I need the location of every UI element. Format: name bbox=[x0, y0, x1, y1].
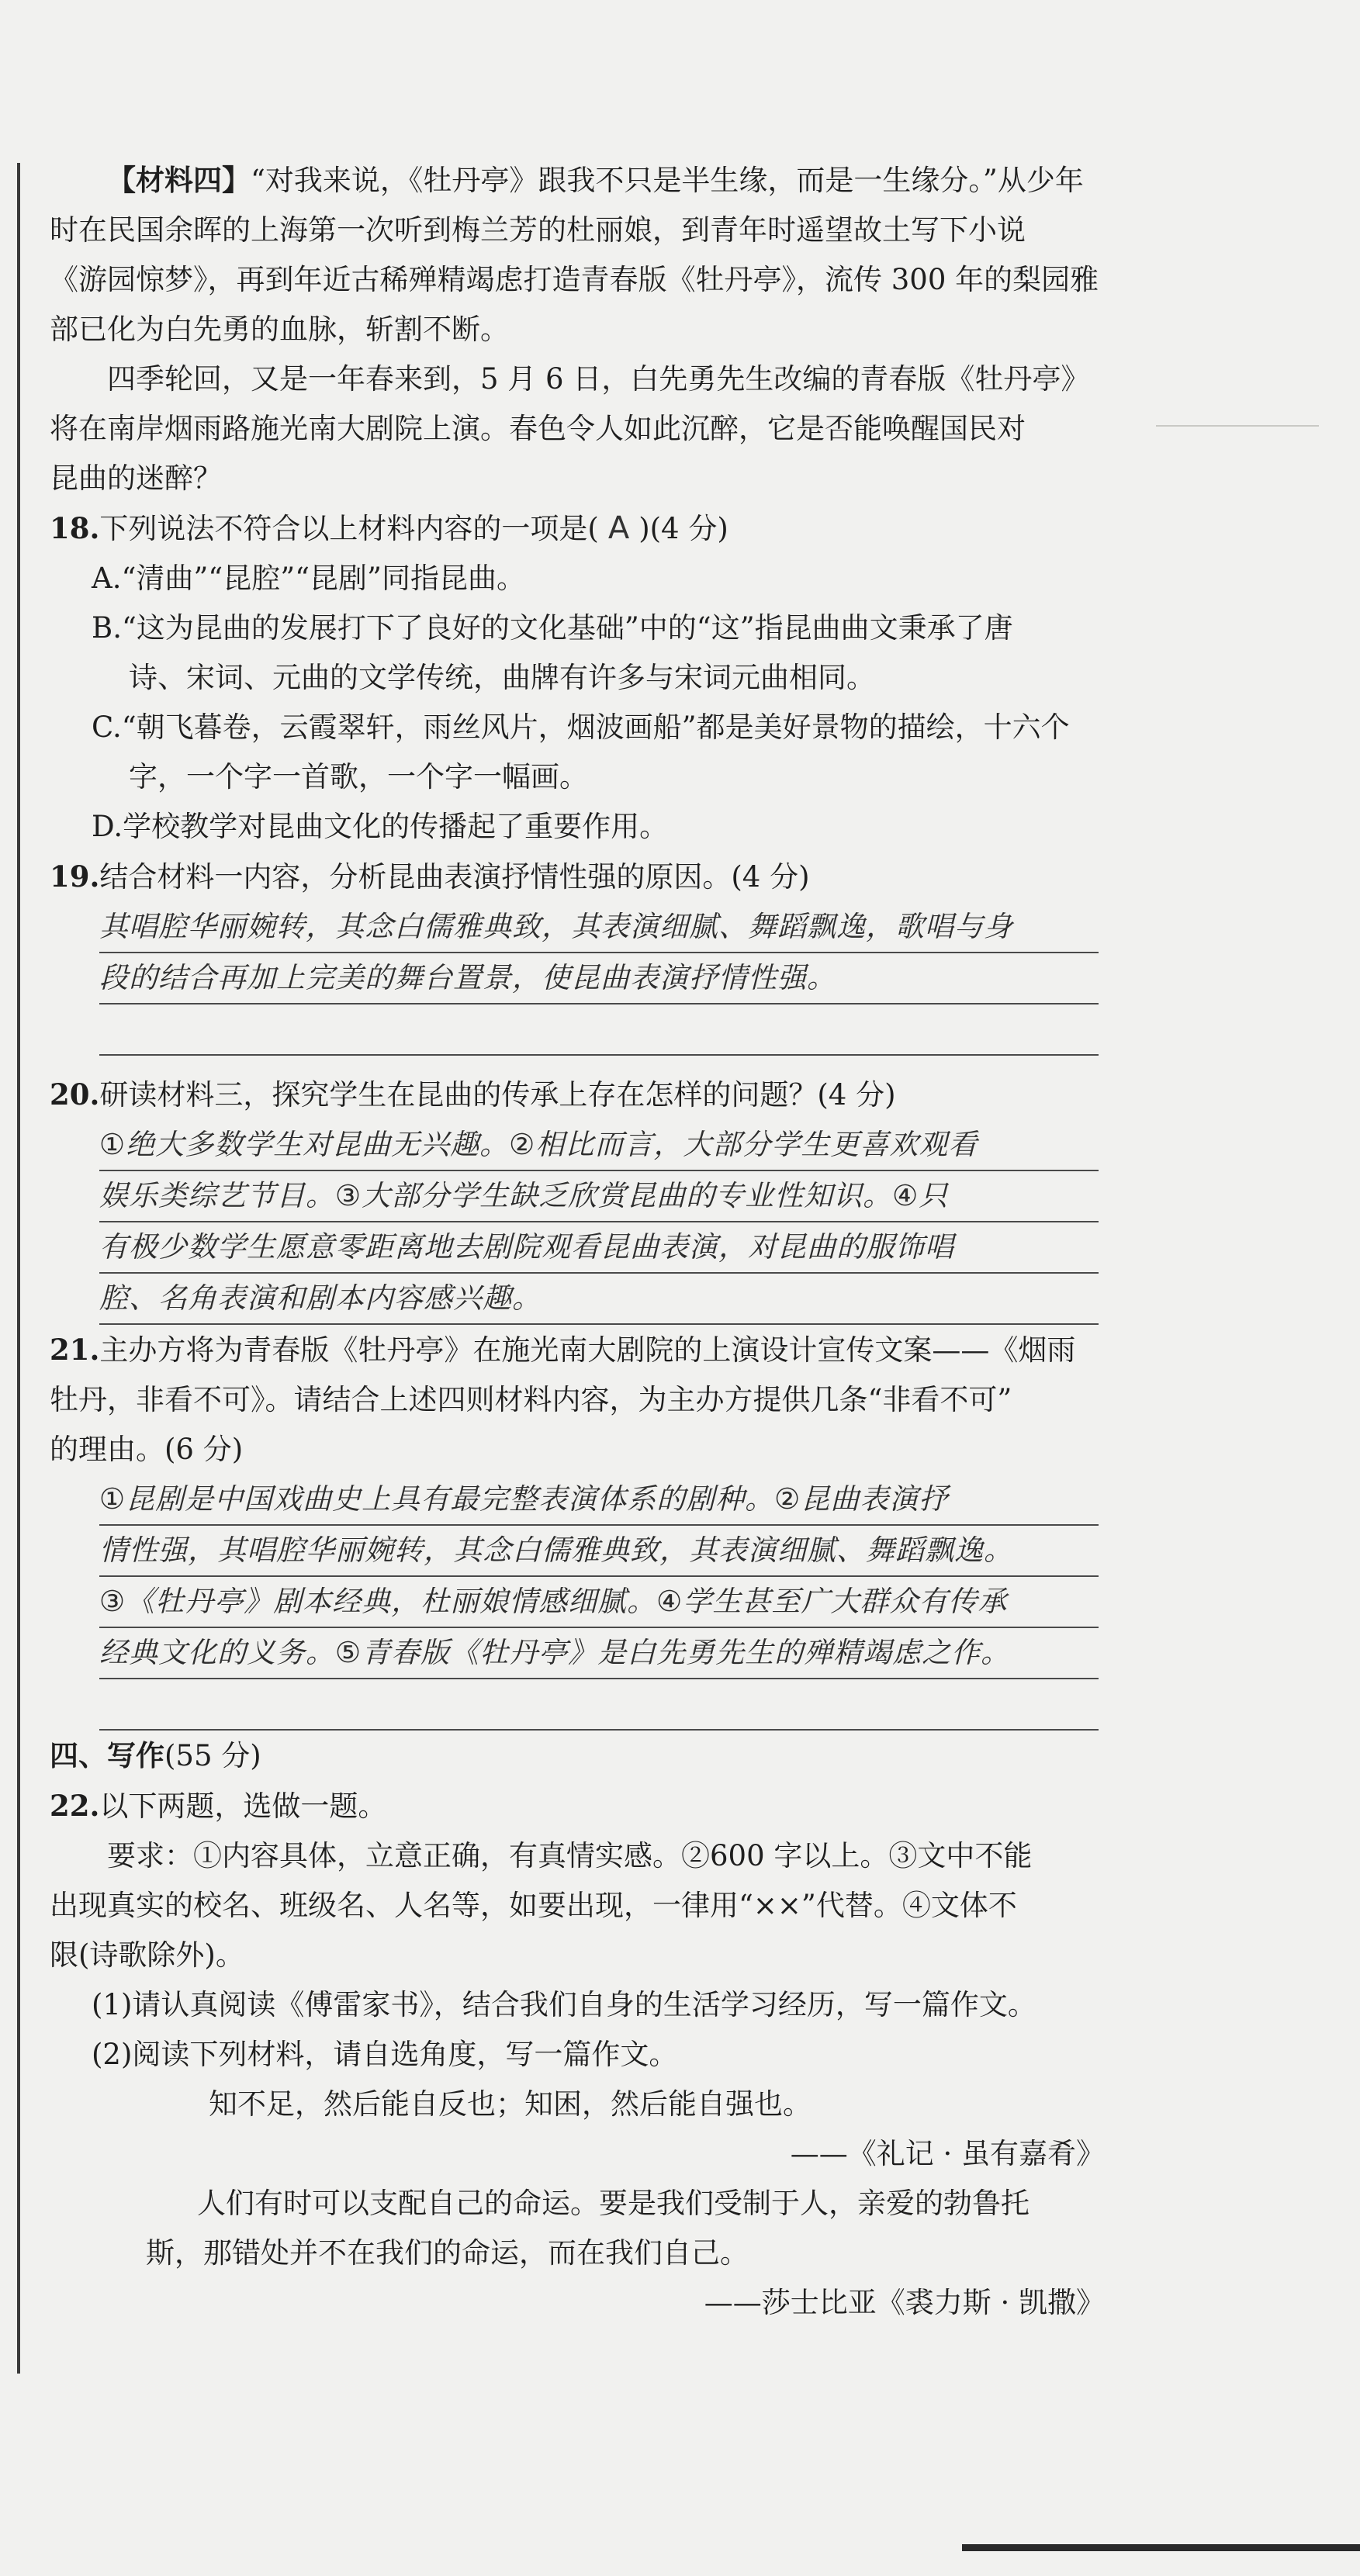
question-21 bbox=[50, 1325, 1105, 1731]
page-content bbox=[50, 155, 1105, 2328]
question-stem-line: 的理由。(6 分) bbox=[50, 1433, 244, 1466]
section-heading: 四、写作 bbox=[50, 1738, 164, 1772]
question-number: 19. bbox=[50, 859, 100, 894]
quote-text: 斯，那错处并不在我们的命运，而在我们自己。 bbox=[146, 2236, 749, 2270]
prompt-option-1: (1)请认真阅读《傅雷家书》，结合我们自身的生活学习经历，写一篇作文。 bbox=[92, 1988, 1036, 2021]
handwritten-answer-line: 腔、名角表演和剧本内容感兴趣。 bbox=[99, 1274, 1099, 1325]
handwritten-answer-line: ①昆剧是中国戏曲史上具有最完整表演体系的剧种。②昆曲表演抒 bbox=[99, 1475, 1099, 1526]
option-c-cont: 字，一个字一首歌，一个字一幅画。 bbox=[129, 760, 588, 794]
material-four-line: 部已化为白先勇的血脉，斩割不断。 bbox=[50, 313, 509, 346]
handwritten-answer-line: ③《牡丹亭》剧本经典，杜丽娘情感细腻。④学生甚至广大群众有传承 bbox=[99, 1577, 1099, 1628]
question-18 bbox=[50, 503, 1105, 852]
question-stem: 主办方将为青春版《牡丹亭》在施光南大剧院的上演设计宣传文案——《烟雨 bbox=[99, 1333, 1076, 1367]
handwritten-answer-line: 娱乐类综艺节目。③大部分学生缺乏欣赏昆曲的专业性知识。④只 bbox=[99, 1171, 1099, 1222]
quote-text: 人们有时可以支配自己的命运。要是我们受制于人，亲爱的勃鲁托 bbox=[197, 2187, 1030, 2220]
question-stem: 以下两题，选做一题。 bbox=[99, 1789, 387, 1823]
requirement-line: 限(诗歌除外)。 bbox=[50, 1938, 244, 1972]
answer-area[interactable] bbox=[99, 1475, 1099, 1731]
question-stem: 研读材料三，探究学生在昆曲的传承上存在怎样的问题？(4 分) bbox=[99, 1078, 896, 1112]
bottom-edge-line bbox=[962, 2544, 1360, 2551]
option-b: B.“这为昆曲的发展打下了良好的文化基础”中的“这”指昆曲曲文秉承了唐 bbox=[92, 611, 1013, 645]
handwritten-answer-line: 其唱腔华丽婉转，其念白儒雅典致，其表演细腻、舞蹈飘逸，歌唱与身 bbox=[99, 902, 1099, 953]
quote-source: ——莎士比亚《裘力斯 · 凯撒》 bbox=[704, 2286, 1105, 2319]
side-pencil-mark bbox=[1156, 425, 1319, 427]
material-four-para2-line: 四季轮回，又是一年春来到，5 月 6 日，白先勇先生改编的青春版《牡丹亭》 bbox=[107, 362, 1090, 396]
handwritten-answer-line: 情性强，其唱腔华丽婉转，其念白儒雅典致，其表演细腻、舞蹈飘逸。 bbox=[99, 1526, 1099, 1577]
section-score: (55 分) bbox=[164, 1739, 261, 1772]
question-19 bbox=[50, 852, 1105, 1056]
selected-answer: A bbox=[607, 510, 630, 546]
option-c: C.“朝飞暮卷，云霞翠轩，雨丝风片，烟波画船”都是美好景物的描绘，十六个 bbox=[92, 711, 1070, 744]
blank-answer-line bbox=[99, 1679, 1099, 1731]
handwritten-answer-line: 经典文化的义务。⑤青春版《牡丹亭》是白先勇先生的殚精竭虑之作。 bbox=[99, 1628, 1099, 1679]
handwritten-answer-line: ①绝大多数学生对昆曲无兴趣。②相比而言，大部分学生更喜欢观看 bbox=[99, 1120, 1099, 1171]
prompt-option-2: (2)阅读下列材料，请自选角度，写一篇作文。 bbox=[92, 2038, 678, 2071]
material-four-line: “对我来说，《牡丹亭》跟我不只是半生缘，而是一生缘分。”从少年 bbox=[251, 164, 1084, 197]
question-stem-line: 牡丹，非看不可》。请结合上述四则材料内容，为主办方提供几条“非看不可” bbox=[50, 1383, 1012, 1416]
handwritten-answer-line: 段的结合再加上完美的舞台置景，使昆曲表演抒情性强。 bbox=[99, 953, 1099, 1004]
requirement-line: 出现真实的校名、班级名、人名等，如要出现，一律用“××”代替。④文体不 bbox=[50, 1889, 1017, 1922]
handwritten-answer-line: 有极少数学生愿意零距离地去剧院观看昆曲表演，对昆曲的服饰唱 bbox=[99, 1222, 1099, 1274]
question-22 bbox=[50, 1781, 1105, 2328]
question-number: 18. bbox=[50, 511, 100, 545]
question-stem: 下列说法不符合以上材料内容的一项是( bbox=[99, 512, 599, 545]
question-20 bbox=[50, 1070, 1105, 1325]
left-margin-rule bbox=[17, 163, 20, 2374]
option-b-cont: 诗、宋词、元曲的文学传统，曲牌有许多与宋词元曲相同。 bbox=[129, 661, 875, 694]
material-four bbox=[50, 155, 1105, 503]
blank-answer-line bbox=[99, 1004, 1099, 1056]
material-four-para2-line: 将在南岸烟雨路施光南大剧院上演。春色令人如此沉醉，它是否能唤醒国民对 bbox=[50, 412, 1026, 445]
quote-source: ——《礼记 · 虽有嘉肴》 bbox=[790, 2137, 1105, 2170]
material-four-para2-line: 昆曲的迷醉？ bbox=[50, 462, 222, 495]
question-score: )(4 分) bbox=[638, 512, 728, 545]
question-number: 21. bbox=[50, 1333, 100, 1367]
material-four-line: 《游园惊梦》，再到年近古稀殚精竭虑打造青春版《牡丹亭》，流传 300 年的梨园雅 bbox=[50, 263, 1099, 296]
question-number: 22. bbox=[50, 1789, 100, 1823]
answer-area[interactable] bbox=[99, 902, 1099, 1056]
question-stem: 结合材料一内容，分析昆曲表演抒情性强的原因。(4 分) bbox=[99, 860, 810, 894]
option-d: D.学校教学对昆曲文化的传播起了重要作用。 bbox=[92, 810, 669, 843]
question-number: 20. bbox=[50, 1077, 100, 1112]
option-a: A.“清曲”“昆腔”“昆剧”同指昆曲。 bbox=[92, 562, 525, 595]
quote-text: 知不足，然后能自反也；知困，然后能自强也。 bbox=[209, 2087, 812, 2121]
material-four-tag: 【材料四】 bbox=[107, 163, 251, 197]
requirement-line: 要求：①内容具体，立意正确，有真情实感。②600 字以上。③文中不能 bbox=[107, 1839, 1033, 1872]
answer-area[interactable] bbox=[99, 1120, 1099, 1325]
material-four-line: 时在民国余晖的上海第一次听到梅兰芳的杜丽娘，到青年时遥望故土写下小说 bbox=[50, 213, 1026, 247]
